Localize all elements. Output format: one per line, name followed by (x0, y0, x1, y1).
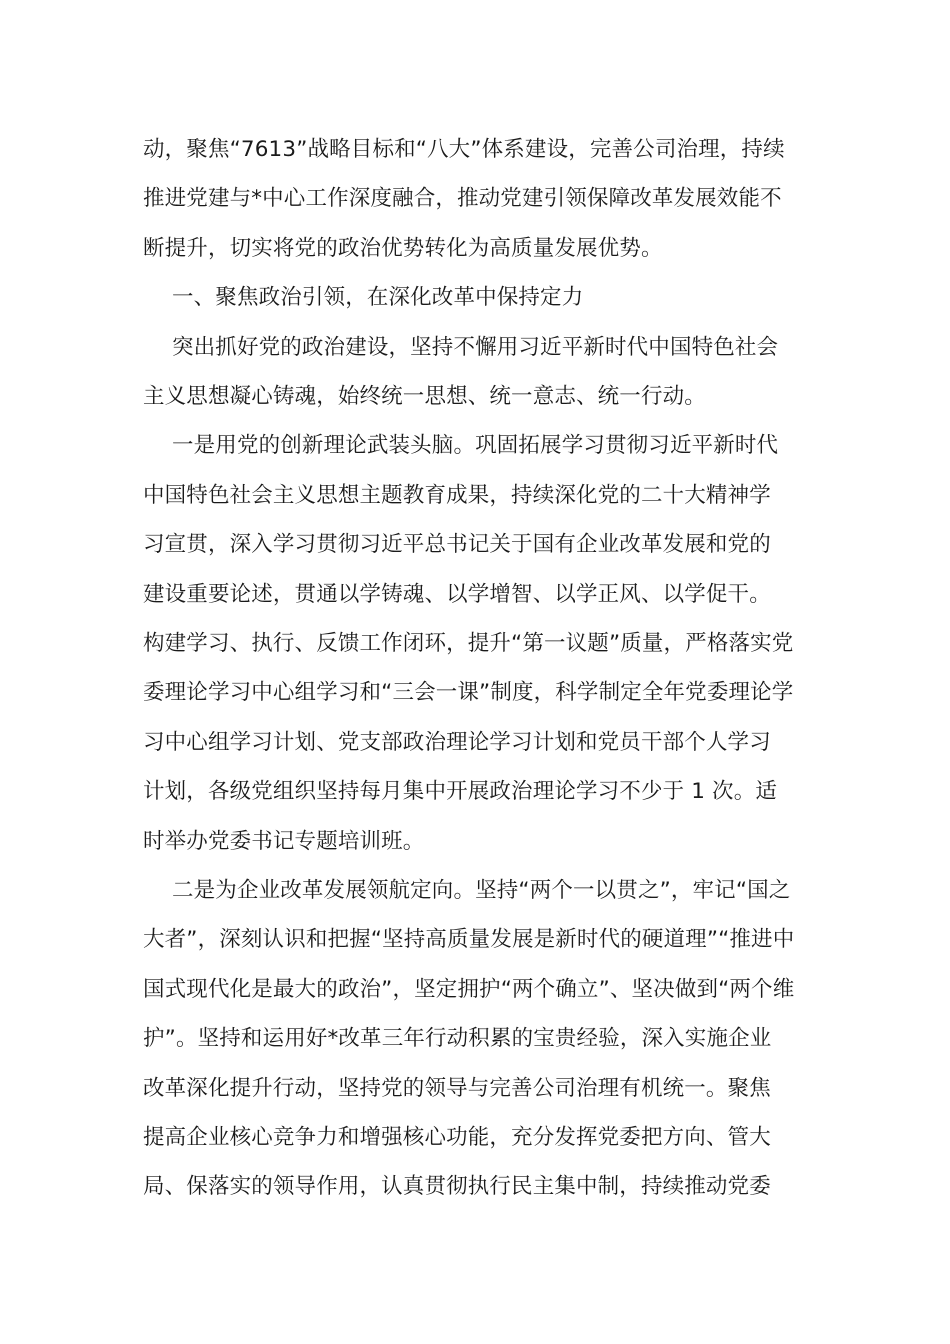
text-line: 局、保落实的领导作用，认真贯彻执行民主集中制，持续推动党委 (143, 1174, 771, 1199)
text-line: 习宣贯，深入学习贯彻习近平总书记关于国有企业改革发展和党的 (143, 532, 771, 557)
text-line: 提高企业核心竞争力和增强核心功能，充分发挥党委把方向、管大 (143, 1125, 771, 1150)
text-line: 动，聚焦“7613”战略目标和“八大”体系建设，完善公司治理，持续 (143, 137, 785, 162)
text-line: 计划，各级党组织坚持每月集中开展政治理论学习不少于 1 次。适 (143, 779, 778, 804)
text-line: 委理论学习中心组学习和“三会一课”制度，科学制定全年党委理论学 (143, 680, 794, 705)
text-line: 护”。坚持和运用好*改革三年行动积累的宝贵经验，深入实施企业 (143, 1026, 772, 1051)
paragraph-first-line: 一是用党的创新理论武装头脑。巩固拓展学习贯彻习近平新时代 (172, 433, 779, 458)
paragraph-first-line: 突出抓好党的政治建设，坚持不懈用习近平新时代中国特色社会 (172, 335, 779, 360)
text-line: 中国特色社会主义思想主题教育成果，持续深化党的二十大精神学 (143, 483, 771, 508)
text-line: 构建学习、执行、反馈工作闭环，提升“第一议题”质量，严格落实党 (143, 631, 794, 656)
paragraph-first-line: 二是为企业改革发展领航定向。坚持“两个一以贯之”，牢记“国之 (172, 878, 791, 903)
text-line: 时举办党委书记专题培训班。 (143, 829, 425, 854)
text-line: 建设重要论述，贯通以学铸魂、以学增智、以学正风、以学促干。 (143, 582, 771, 607)
text-line: 大者”，深刻认识和把握“坚持高质量发展是新时代的硬道理”“推进中 (143, 927, 795, 952)
text-line: 习中心组学习计划、党支部政治理论学习计划和党员干部个人学习 (143, 730, 771, 755)
text-line: 断提升，切实将党的政治优势转化为高质量发展优势。 (143, 236, 663, 261)
text-line: 主义思想凝心铸魂，始终统一思想、统一意志、统一行动。 (143, 384, 706, 409)
text-line: 推进党建与*中心工作深度融合，推动党建引领保障改革发展效能不 (143, 186, 782, 211)
paragraph-first-line: 一、聚焦政治引领，在深化改革中保持定力 (172, 285, 584, 310)
text-line: 改革深化提升行动，坚持党的领导与完善公司治理有机统一。聚焦 (143, 1076, 771, 1101)
text-line: 国式现代化是最大的政治”，坚定拥护“两个确立”、坚决做到“两个维 (143, 977, 795, 1002)
